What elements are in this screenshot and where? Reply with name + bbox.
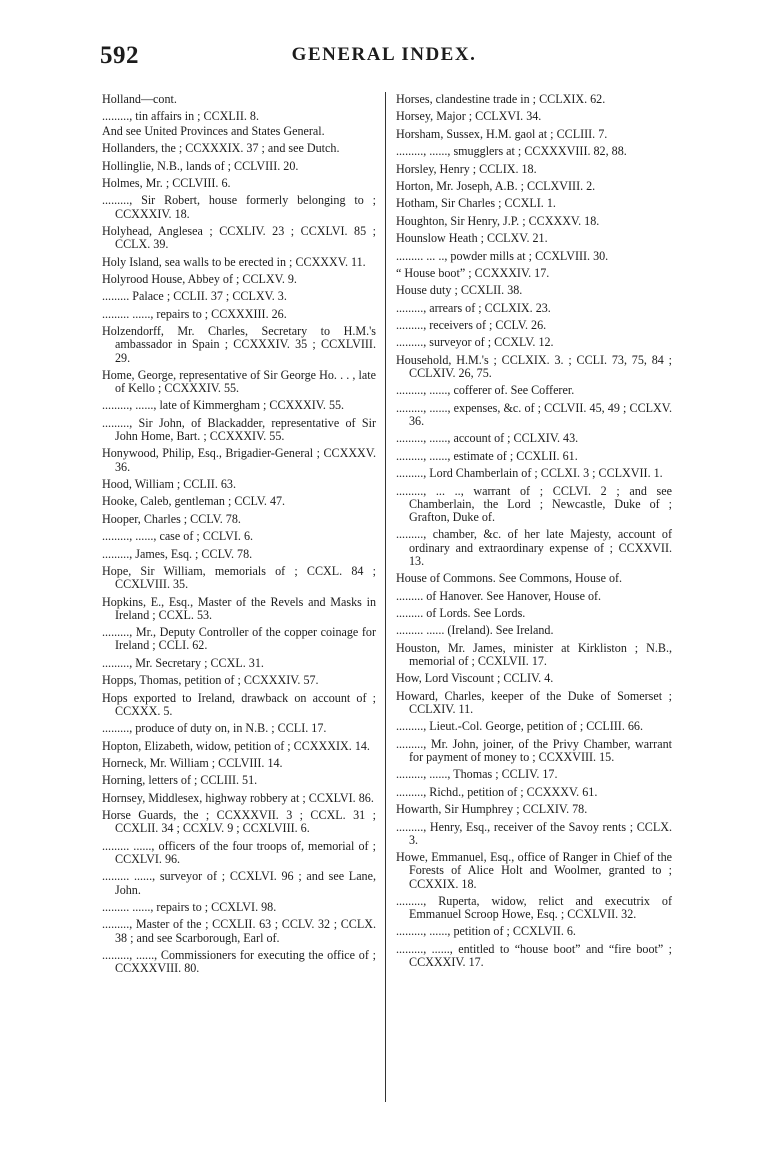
index-entry: And see United Provinces and States General. [102, 123, 325, 138]
index-entry: Hornsey, Middlesex, highway robbery at ; CCXLVI. 86. [102, 790, 374, 805]
index-entry: Horse Guards, the ; CCXXXVII. 3 ; CCXL. 31 ; CCXLII. 34 ; CCXLV. 9 ; CCXLVIII. 6. [102, 808, 376, 836]
index-entry: Holzendorff, Mr. Charles, Secretary to H.M.'s ambassador in Spain ; CCXXXIV. 35 ; CCXLVIII. 29. [102, 324, 376, 365]
index-entry: ......... of Lords. See Lords. [396, 605, 526, 620]
index-entry: ........., Sir Robert, house formerly belonging to ; CCXXXIV. 18. [102, 193, 376, 221]
index-entry: Horsey, Major ; CCLXVI. 34. [396, 109, 542, 124]
index-entry: ........., Henry, Esq., receiver of the Savoy rents ; CCLX. 3. [396, 819, 672, 847]
index-entry: Hounslow Heath ; CCLXV. 21. [396, 231, 548, 246]
index-entry: ........., arrears of ; CCLXIX. 23. [396, 300, 551, 315]
index-entry: Howard, Charles, keeper of the Duke of Somerset ; CCLXIV. 11. [396, 688, 672, 716]
index-entry: ......... ...... (Ireland). See Ireland. [396, 623, 554, 638]
index-entry: House of Commons. See Commons, House of. [396, 571, 623, 586]
index-entry: Horneck, Mr. William ; CCLVIII. 14. [102, 755, 283, 770]
index-entry: ........., ......, petition of ; CCXLVII. 6. [396, 924, 576, 939]
index-entry: ........., Master of the ; CCXLII. 63 ; CCLV. 32 ; CCLX. 38 ; and see Scarborough, Earl of. [102, 917, 376, 945]
index-entry: ........., chamber, &c. of her late Majesty, account of ordinary and extraordinary expense of ; CCXXVII. 13. [396, 527, 672, 568]
index-entry: Hope, Sir William, memorials of ; CCXL. 84 ; CCXLVIII. 35. [102, 564, 376, 592]
index-entry: Holyrood House, Abbey of ; CCLXV. 9. [102, 271, 297, 286]
index-entry: Horning, letters of ; CCLIII. 51. [102, 773, 258, 788]
index-entry: Hooper, Charles ; CCLV. 78. [102, 511, 241, 526]
index-entry: ........., Ruperta, widow, relict and executrix of Emmanuel Scroop Howe, Esq. ; CCXLVII. 32. [396, 893, 672, 922]
index-entry: Holland—cont. [102, 92, 177, 106]
index-entry: ........., produce of duty on, in N.B. ; CCLI. 17. [102, 721, 327, 736]
index-column-right [396, 93, 672, 973]
index-entry: ........., surveyor of ; CCXLV. 12. [396, 335, 554, 350]
index-entry: Horsley, Henry ; CCLIX. 18. [396, 161, 537, 176]
index-entry: ........., receivers of ; CCLV. 26. [396, 318, 547, 333]
index-entry: How, Lord Viscount ; CCLIV. 4. [396, 671, 554, 686]
index-entry: House duty ; CCXLII. 38. [396, 283, 523, 298]
index-entry: Home, George, representative of Sir George Ho. . . , late of Kello ; CCXXXIV. 55. [102, 367, 376, 396]
index-entry: ........., Sir John, of Blackadder, representative of Sir John Home, Bart. ; CCXXXIV. 55. [102, 415, 376, 444]
index-entry: Hooke, Caleb, gentleman ; CCLV. 47. [102, 494, 286, 509]
index-entry: Houston, Mr. James, minister at Kirkliston ; N.B., memorial of ; CCXLVII. 17. [396, 640, 672, 668]
index-entry: ........., ......, entitled to “house boot” and “fire boot” ; CCXXXIV. 17. [396, 941, 672, 970]
index-entry: ........., ......, expenses, &c. of ; CCLVII. 45, 49 ; CCLXV. 36. [396, 400, 672, 429]
page-number: 592 [100, 42, 139, 69]
index-entry: ........., ......, late of Kimmergham ; CCXXXIV. 55. [102, 398, 345, 413]
index-entry: Howarth, Sir Humphrey ; CCLXIV. 78. [396, 802, 588, 817]
index-entry: Horses, clandestine trade in ; CCLXIX. 62. [396, 92, 606, 106]
index-entry: ......... ... .., powder mills at ; CCXLVIII. 30. [396, 248, 609, 263]
index-entry: Hops exported to Ireland, drawback on account of ; CCXXX. 5. [102, 690, 376, 718]
index-entry: ......... ......, officers of the four troops of, memorial of ; CCXLVI. 96. [102, 838, 376, 866]
index-entry: Holy Island, sea walls to be erected in ; CCXXXV. 11. [102, 254, 366, 269]
index-entry: ........., ......, Commissioners for executing the office of ; CCXXXVIII. 80. [102, 947, 376, 976]
page-title: GENERAL INDEX. [291, 44, 477, 65]
index-entry: Holyhead, Anglesea ; CCXLIV. 23 ; CCXLVI. 85 ; CCLX. 39. [102, 223, 376, 252]
index-entry: Holmes, Mr. ; CCLVIII. 6. [102, 175, 231, 190]
index-entry: Honywood, Philip, Esq., Brigadier-General ; CCXXXV. 36. [102, 446, 376, 474]
index-entry: Household, H.M.'s ; CCLXIX. 3. ; CCLI. 73, 75, 84 ; CCLXIV. 26, 75. [396, 352, 672, 381]
index-entry: ........., Mr. John, joiner, of the Privy Chamber, warrant for payment of money to ; CCXXVIII. 15. [396, 736, 672, 764]
index-entry: ........., ......, Thomas ; CCLIV. 17. [396, 767, 558, 782]
index-entry: ........., Lord Chamberlain of ; CCLXI. 3 ; CCLXVII. 1. [396, 466, 663, 481]
index-entry: ........., ... .., warrant of ; CCLVI. 2 ; and see Chamberlain, the Lord ; Newcastle, Duke of ; Grafton, Duke of. [396, 483, 672, 525]
index-entry: Hopps, Thomas, petition of ; CCXXXIV. 57. [102, 673, 319, 688]
index-entry: ........., tin affairs in ; CCXLII. 8. [102, 109, 259, 124]
index-entry: Hopton, Elizabeth, widow, petition of ; CCXXXIX. 14. [102, 738, 370, 753]
index-entry: ......... of Hanover. See Hanover, House of. [396, 588, 602, 603]
column-divider [385, 92, 386, 1102]
index-column-left [102, 93, 376, 979]
index-entry: ........., ......, smugglers at ; CCXXXVIII. 82, 88. [396, 144, 627, 159]
index-entry: ........., ......, estimate of ; CCXLII. 61. [396, 448, 578, 463]
index-entry: ......... ......, repairs to ; CCXLVI. 98. [102, 899, 277, 914]
index-entry: ........., Richd., petition of ; CCXXXV. 61. [396, 784, 598, 799]
index-entry: ........., ......, account of ; CCLXIV. 43. [396, 431, 579, 446]
index-entry: Hotham, Sir Charles ; CCXLI. 1. [396, 196, 556, 211]
index-entry: “ House boot” ; CCXXXIV. 17. [396, 265, 550, 280]
index-entry: ......... ......, repairs to ; CCXXXIII. 26. [102, 306, 287, 321]
index-entry: ........., Mr. Secretary ; CCXL. 31. [102, 655, 264, 670]
index-entry: Horsham, Sussex, H.M. gaol at ; CCLIII. 7. [396, 126, 608, 141]
index-entry: ........., Mr., Deputy Controller of the copper coinage for Ireland ; CCLI. 62. [102, 625, 376, 653]
index-entry: ........., James, Esq. ; CCLV. 78. [102, 546, 253, 561]
index-entry: ........., Lieut.-Col. George, petition of ; CCLIII. 66. [396, 719, 643, 734]
index-entry: Hollanders, the ; CCXXXIX. 37 ; and see Dutch. [102, 141, 340, 156]
index-entry: Hopkins, E., Esq., Master of the Revels and Masks in Ireland ; CCXL. 53. [102, 594, 376, 622]
index-entry: Howe, Emmanuel, Esq., office of Ranger in Chief of the Forests of Alice Holt and Woolmer, granted to ; CCXXIX. 18. [396, 850, 672, 891]
index-entry: ......... Palace ; CCLII. 37 ; CCLXV. 3. [102, 289, 287, 304]
index-entry: Houghton, Sir Henry, J.P. ; CCXXXV. 18. [396, 213, 600, 228]
index-entry: Hood, William ; CCLII. 63. [102, 477, 236, 492]
index-entry: ......... ......, surveyor of ; CCXLVI. 96 ; and see Lane, John. [102, 869, 376, 897]
index-entry: ........., ......, cofferer of. See Cofferer. [396, 383, 575, 398]
index-entry: ........., ......, case of ; CCLVI. 6. [102, 529, 254, 544]
index-entry: Horton, Mr. Joseph, A.B. ; CCLXVIII. 2. [396, 178, 596, 193]
index-entry: Hollinglie, N.B., lands of ; CCLVIII. 20. [102, 158, 299, 173]
